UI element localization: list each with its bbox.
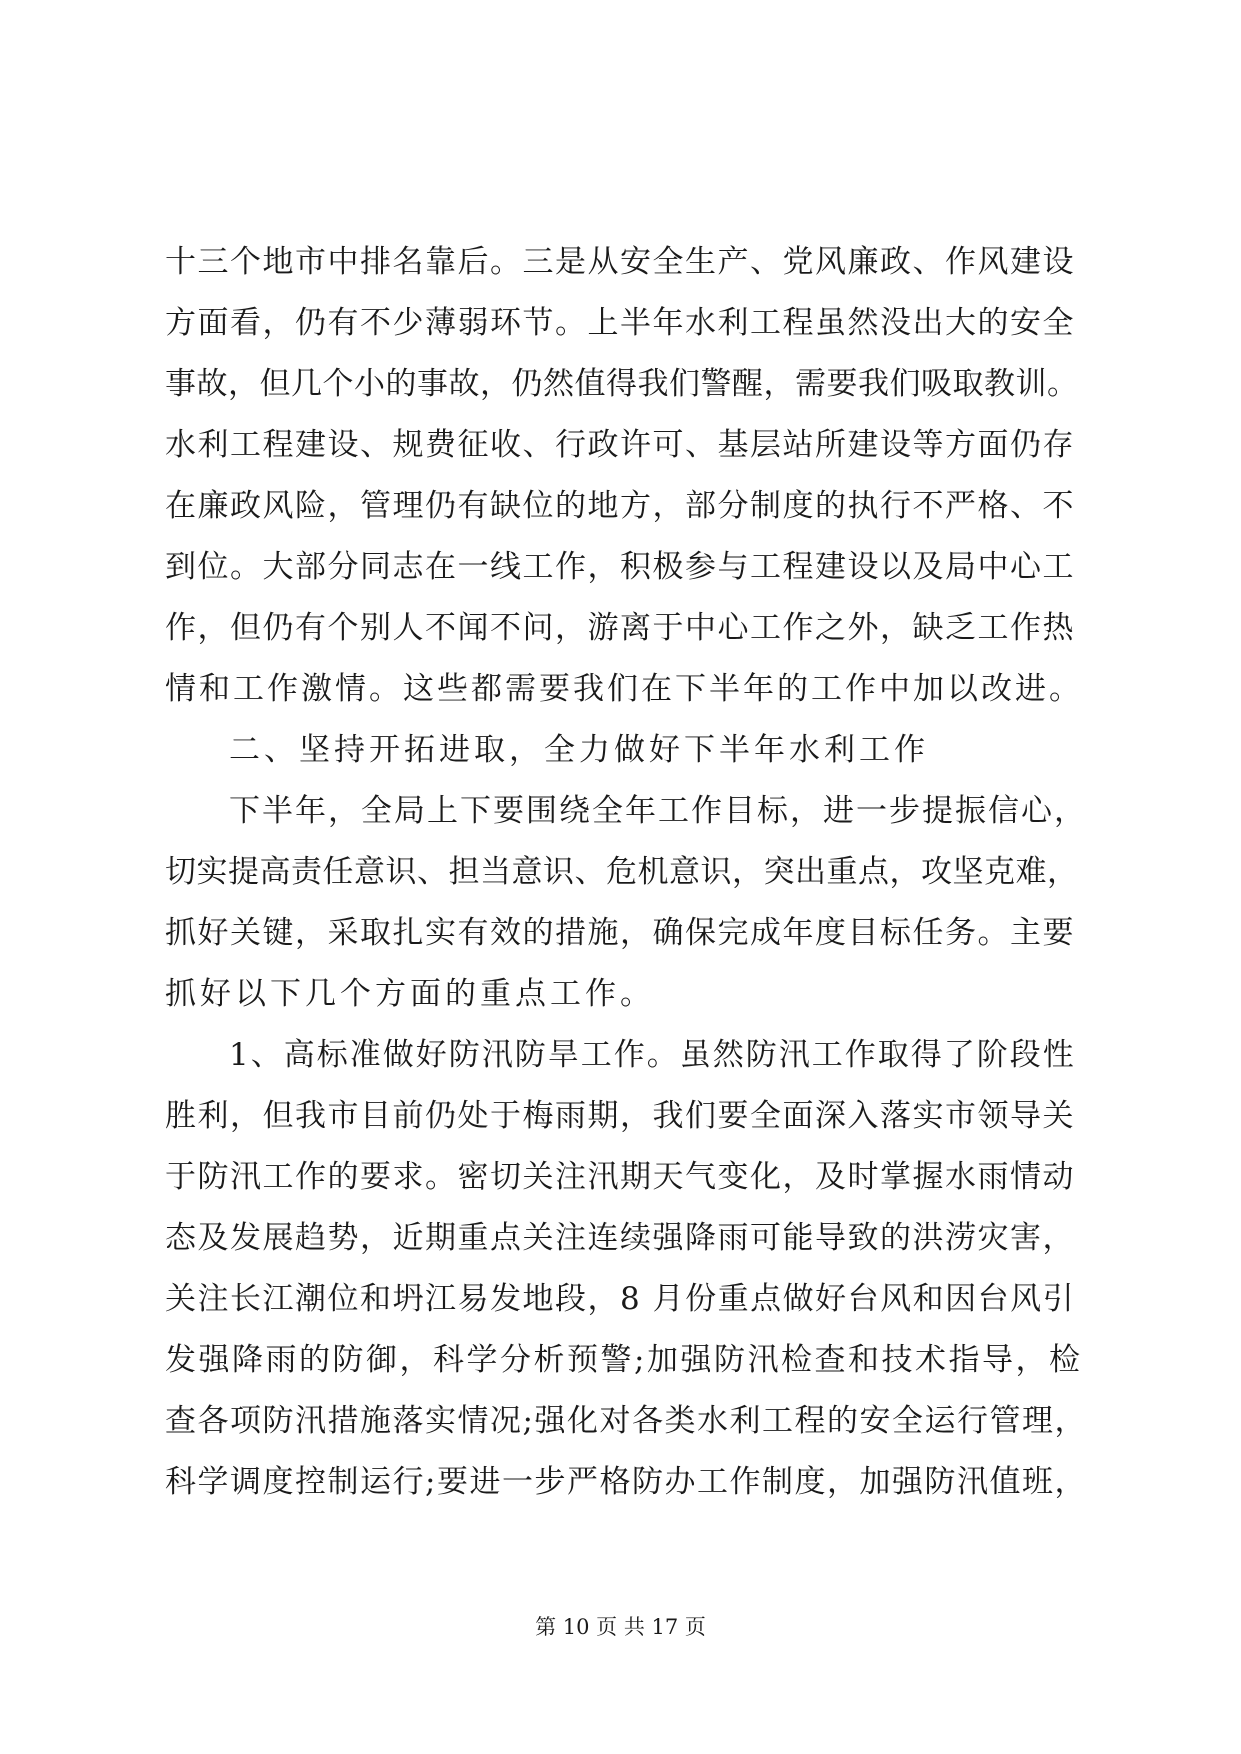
text-line: 情和工作激情。这些都需要我们在下半年的工作中加以改进。 — [165, 671, 1083, 707]
text-line: 切实提高责任意识、担当意识、危机意识，突出重点，攻坚克难， — [165, 854, 1079, 890]
text-line: 十三个地市中排名靠后。三是从安全生产、党风廉政、作风建设 — [165, 244, 1075, 280]
text-line: 态及发展趋势，近期重点关注连续强降雨可能导致的洪涝灾害， — [165, 1220, 1075, 1256]
text-line: 二、坚持开拓进取，全力做好下半年水利工作 — [229, 732, 929, 768]
text-line: 抓好以下几个方面的重点工作。 — [165, 976, 655, 1012]
text-line: 到位。大部分同志在一线工作，积极参与工程建设以及局中心工 — [165, 549, 1075, 585]
text-line: 方面看，仍有不少薄弱环节。上半年水利工程虽然没出大的安全 — [165, 305, 1075, 341]
page-footer: 第 10 页 共 17 页 — [535, 1615, 706, 1639]
text-line: 作，但仍有个别人不闻不问，游离于中心工作之外，缺乏工作热 — [165, 610, 1075, 646]
text-line: 事故，但几个小的事故，仍然值得我们警醒，需要我们吸取教训。 — [165, 366, 1079, 402]
text-line: 发强降雨的防御，科学分析预警;加强防汛检查和技术指导，检 — [165, 1342, 1083, 1378]
text-line: 胜利，但我市目前仍处于梅雨期，我们要全面深入落实市领导关 — [165, 1098, 1075, 1134]
document-body — [165, 232, 1087, 1513]
text-line: 查各项防汛措施落实情况;强化对各类水利工程的安全运行管理， — [165, 1403, 1087, 1439]
text-line: 抓好关键，采取扎实有效的措施，确保完成年度目标任务。主要 — [165, 915, 1075, 951]
text-line: 下半年，全局上下要围绕全年工作目标，进一步提振信心， — [229, 793, 1087, 829]
text-line: 在廉政风险，管理仍有缺位的地方，部分制度的执行不严格、不 — [165, 488, 1075, 524]
text-line: 水利工程建设、规费征收、行政许可、基层站所建设等方面仍存 — [165, 427, 1075, 463]
text-line: 1、高标准做好防汛防旱工作。虽然防汛工作取得了阶段性 — [229, 1037, 1076, 1073]
text-line: 科学调度控制运行;要进一步严格防办工作制度，加强防汛值班， — [165, 1464, 1087, 1500]
text-line: 关注长江潮位和坍江易发地段，8 月份重点做好台风和因台风引 — [165, 1281, 1076, 1317]
text-line: 于防汛工作的要求。密切关注汛期天气变化，及时掌握水雨情动 — [165, 1159, 1075, 1195]
